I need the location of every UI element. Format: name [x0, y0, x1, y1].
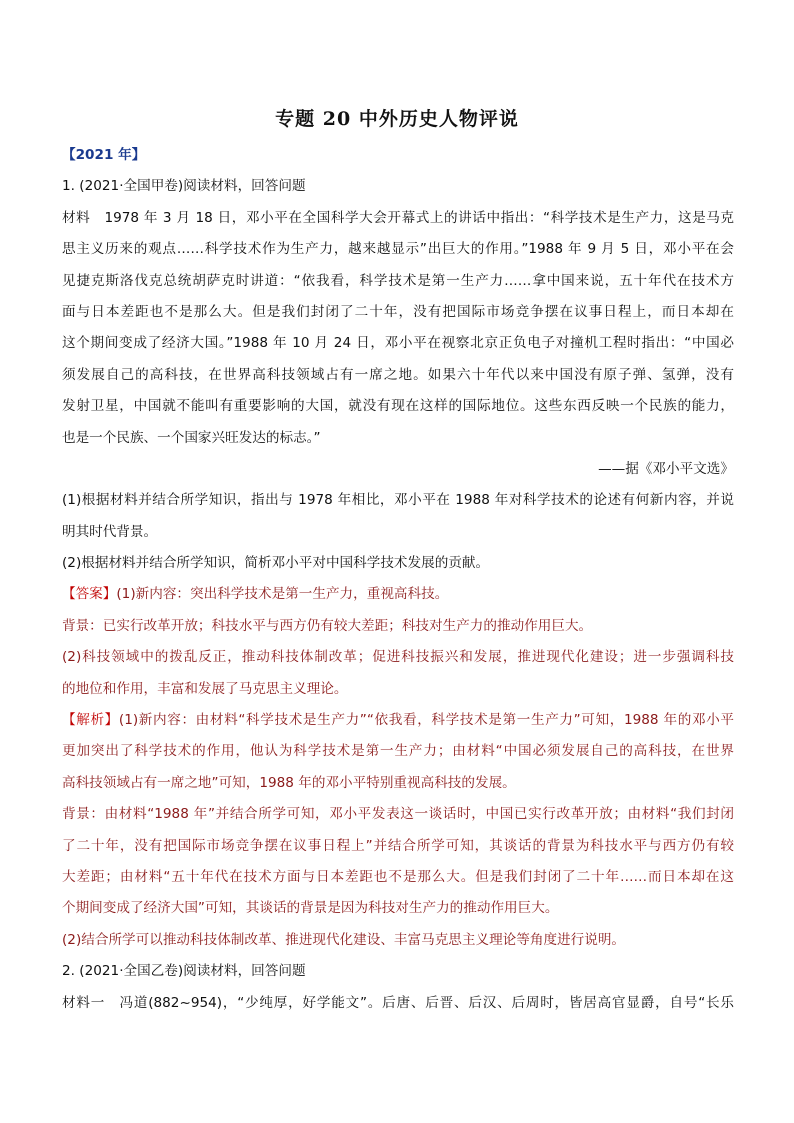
page-title: 专题 20 中外历史人物评说	[275, 108, 519, 130]
material-line: 思主义历来的观点……科学技术作为生产力，越来越显示”出巨大的作用。”1988 年 9 月 5 日，邓小平在会	[62, 241, 734, 258]
analysis-line: 高科技领域占有一席之地”可知，1988 年的邓小平特别重视高科技的发展。	[62, 774, 516, 791]
question-line: (1)根据材料并结合所学知识，指出与 1978 年相比，邓小平在 1988 年对科学技术的论述有何新内容，并说	[62, 492, 734, 509]
answer-block	[62, 579, 734, 610]
question-1-part-2: (2)根据材料并结合所学知识，简析邓小平对中国科学技术发展的贡献。	[62, 555, 490, 572]
material-source: ——据《邓小平文选》	[598, 460, 734, 477]
question-1-material	[62, 203, 734, 454]
answer-text: (1)新内容：突出科学技术是第一生产力，重视高科技。	[116, 586, 449, 603]
material-line: 这个期间变成了经济大国。”1988 年 10 月 24 日，邓小平在视察北京正负电子对撞机工程时指出：“中国必	[62, 335, 734, 352]
question-1-part-1	[62, 485, 734, 548]
material-line: 须发展自己的高科技，在世界高科技领域占有一席之地。如果六十年代以来中国没有原子弹、氢弹，没有	[62, 366, 734, 383]
analysis-label: 【解析】	[62, 712, 119, 729]
document-body	[62, 140, 734, 1019]
answer-line: (2)科技领域中的拨乱反正，推动科技体制改革；促进科技振兴和发展，推进现代化建设；进一步强调科技	[62, 649, 734, 666]
year-tag: 【2021 年】	[62, 147, 146, 163]
analysis-text: (1)新内容：由材料“科学技术是生产力”“依我看，科学技术是第一生产力”可知，1988 年的邓小平	[118, 712, 734, 729]
answer-background: 背景：已实行改革开放；科技水平与西方仍有较大差距；科技对生产力的推动作用巨大。	[62, 617, 593, 634]
question-2-header: 2. (2021·全国乙卷)阅读材料，回答问题	[62, 963, 306, 980]
analysis-block	[62, 705, 734, 736]
question-1-header: 1. (2021·全国甲卷)阅读材料，回答问题	[62, 178, 306, 195]
question-line: 明其时代背景。	[62, 523, 158, 540]
answer-line: 的地位和作用，丰富和发展了马克思主义理论。	[62, 680, 348, 697]
analysis-line: (2)结合所学可以推动科技体制改革、推进现代化建设、丰富马克思主义理论等角度进行说明。	[62, 931, 626, 948]
answer-label: 【答案】	[62, 586, 117, 603]
analysis-line: 更加突出了科学技术的作用，他认为科学技术是第一生产力；由材料“中国必须发展自己的高科技，在世界	[62, 743, 734, 760]
material-line: 发射卫星，中国就不能叫有重要影响的大国，就没有现在这样的国际地位。这些东西反映一个民族的能力，	[62, 398, 734, 415]
material-line: 面与日本差距也不是那么大。但是我们封闭了二十年，没有把国际市场竞争摆在议事日程上，而日本却在	[62, 303, 734, 320]
analysis-line: 背景：由材料“1988 年”并结合所学可知，邓小平发表这一谈话时，中国已实行改革开放；由材料“我们封闭	[62, 806, 734, 823]
analysis-line: 个期间变成了经济大国”可知，其谈话的背景是因为科技对生产力的推动作用巨大。	[62, 900, 559, 917]
question-2-material: 材料一 冯道(882~954)，“少纯厚，好学能文”。后唐、后晋、后汉、后周时，皆居高官显爵，自号“长乐	[62, 994, 734, 1011]
analysis-line: 大差距；由材料“五十年代在技术方面与日本差距也不是那么大。但是我们封闭了二十年……而日本却在这	[62, 868, 734, 885]
material-line: 也是一个民族、一个国家兴旺发达的标志。”	[62, 429, 321, 446]
analysis-line: 了二十年，没有把国际市场竞争摆在议事日程上”并结合所学可知，其谈话的背景为科技水平与西方仍有较	[62, 837, 734, 854]
material-line: 材料 1978 年 3 月 18 日，邓小平在全国科学大会开幕式上的讲话中指出：“科学技术是生产力，这是马克	[62, 209, 734, 226]
material-line: 见捷克斯洛伐克总统胡萨克时讲道：“依我看，科学技术是第一生产力……拿中国来说，五十年代在技术方	[62, 272, 734, 289]
